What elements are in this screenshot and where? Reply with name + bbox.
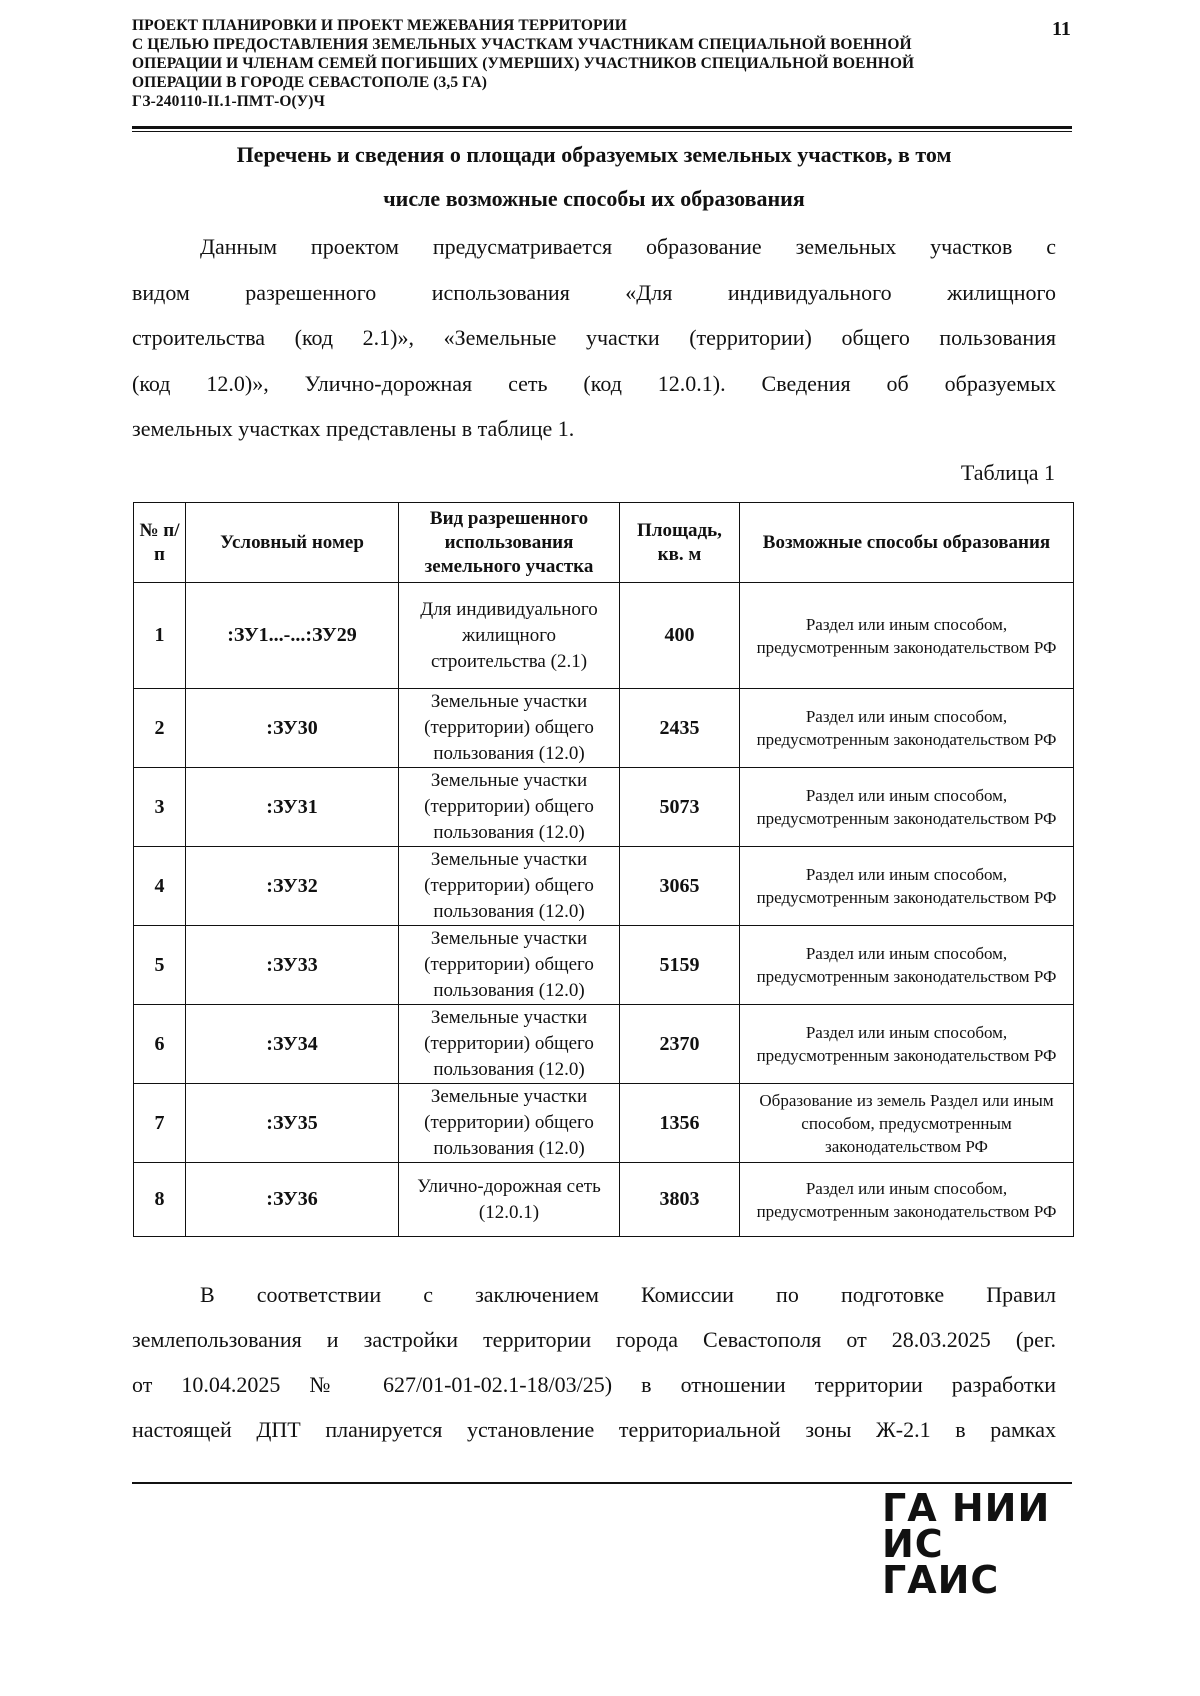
- col-header-area: Площадь, кв. м: [620, 503, 740, 583]
- header-line: ОПЕРАЦИИ В ГОРОДЕ СЕВАСТОПОЛЕ (3,5 ГА): [132, 74, 488, 91]
- row-method: Раздел или иным способом, предусмотренным законодательством РФ: [740, 847, 1074, 926]
- row-number: 7: [134, 1084, 186, 1163]
- table-row: [134, 1163, 1074, 1237]
- row-use: Земельные участки (территории) общего пользования (12.0): [399, 1084, 620, 1163]
- logo-line: ИС ГАИС: [882, 1522, 1000, 1602]
- col-header-cadastral: Условный номер: [186, 503, 399, 583]
- row-use: Земельные участки (территории) общего пользования (12.0): [399, 768, 620, 847]
- col-header-method: Возможные способы образования: [740, 503, 1074, 583]
- row-cadastral: :ЗУ31: [186, 768, 399, 847]
- institute-logo: [882, 1486, 1062, 1602]
- row-use: Земельные участки (территории) общего пользования (12.0): [399, 1005, 620, 1084]
- row-use: Земельные участки (территории) общего пользования (12.0): [399, 847, 620, 926]
- row-number: 2: [134, 689, 186, 768]
- row-area: 3065: [620, 847, 740, 926]
- table-row: [134, 583, 1074, 689]
- col-header-number: № п/п: [134, 503, 186, 583]
- row-cadastral: :ЗУ36: [186, 1163, 399, 1237]
- section-title: числе возможные способы их образования: [383, 186, 805, 211]
- row-method: Раздел или иным способом, предусмотренным законодательством РФ: [740, 689, 1074, 768]
- row-area: 2435: [620, 689, 740, 768]
- table-row: [134, 926, 1074, 1005]
- table-row: [134, 847, 1074, 926]
- paragraph-line: земельных участках представлены в таблице 1.: [132, 416, 575, 441]
- row-method: Раздел или иным способом, предусмотренным законодательством РФ: [740, 1163, 1074, 1237]
- row-number: 1: [134, 583, 186, 689]
- document-code: ГЗ-240110-II.1-ПМТ-О(У)Ч: [132, 93, 325, 110]
- row-number: 6: [134, 1005, 186, 1084]
- logo-line: ГА НИИ: [882, 1486, 1051, 1530]
- row-area: 5073: [620, 768, 740, 847]
- paragraph-line: В соответствии с заключением Комиссии по подготовке Правил: [200, 1282, 1056, 1307]
- footer-divider: [132, 1482, 1072, 1484]
- table-caption: Таблица 1: [960, 460, 1055, 485]
- table-row: [134, 1084, 1074, 1163]
- row-cadastral: :ЗУ1...-...:ЗУ29: [186, 583, 399, 689]
- section-title: Перечень и сведения о площади образуемых земельных участков, в том: [236, 142, 952, 167]
- row-number: 5: [134, 926, 186, 1005]
- row-method: Раздел или иным способом, предусмотренным законодательством РФ: [740, 1005, 1074, 1084]
- table-row: [134, 689, 1074, 768]
- row-number: 4: [134, 847, 186, 926]
- row-number: 3: [134, 768, 186, 847]
- row-cadastral: :ЗУ33: [186, 926, 399, 1005]
- land-plots-table: [133, 502, 1074, 1237]
- paragraph-line: от 10.04.2025 № 627/01-01-02.1-18/03/25) в отношении территории разработки: [132, 1372, 1056, 1397]
- paragraph-line: видом разрешенного использования «Для индивидуального жилищного: [132, 280, 1056, 305]
- paragraph-line: настоящей ДПТ планируется установление территориальной зоны Ж-2.1 в рамках: [132, 1417, 1056, 1442]
- row-method: Раздел или иным способом, предусмотренным законодательством РФ: [740, 768, 1074, 847]
- col-header-use: Вид разрешенного использования земельного участка: [399, 503, 620, 583]
- row-area: 400: [620, 583, 740, 689]
- paragraph-line: (код 12.0)», Улично-дорожная сеть (код 12.0.1). Сведения об образуемых: [132, 371, 1056, 396]
- row-cadastral: :ЗУ32: [186, 847, 399, 926]
- table-row: [134, 768, 1074, 847]
- row-cadastral: :ЗУ35: [186, 1084, 399, 1163]
- row-number: 8: [134, 1163, 186, 1237]
- row-cadastral: :ЗУ34: [186, 1005, 399, 1084]
- row-cadastral: :ЗУ30: [186, 689, 399, 768]
- header-line: ПРОЕКТ ПЛАНИРОВКИ И ПРОЕКТ МЕЖЕВАНИЯ ТЕРРИТОРИИ: [132, 17, 627, 34]
- row-use: Земельные участки (территории) общего пользования (12.0): [399, 926, 620, 1005]
- row-method: Образование из земель Раздел или иным способом, предусмотренным законодательством РФ: [740, 1084, 1074, 1163]
- row-use: Улично-дорожная сеть (12.0.1): [399, 1163, 620, 1237]
- row-area: 1356: [620, 1084, 740, 1163]
- paragraph-line: Данным проектом предусматривается образование земельных участков с: [200, 234, 1056, 259]
- row-method: Раздел или иным способом, предусмотренным законодательством РФ: [740, 926, 1074, 1005]
- row-area: 5159: [620, 926, 740, 1005]
- header-divider-thin: [132, 131, 1072, 132]
- row-use: Земельные участки (территории) общего пользования (12.0): [399, 689, 620, 768]
- table-row: [134, 1005, 1074, 1084]
- document-header: [132, 16, 1012, 111]
- paragraph-line: землепользования и застройки территории города Севастополя от 28.03.2025 (рег.: [132, 1327, 1056, 1352]
- row-use: Для индивидуального жилищного строительства (2.1): [399, 583, 620, 689]
- header-line: С ЦЕЛЬЮ ПРЕДОСТАВЛЕНИЯ ЗЕМЕЛЬНЫХ УЧАСТКАМ УЧАСТНИКАМ СПЕЦИАЛЬНОЙ ВОЕННОЙ: [132, 36, 912, 53]
- header-line: ОПЕРАЦИИ И ЧЛЕНАМ СЕМЕЙ ПОГИБШИХ (УМЕРШИХ) УЧАСТНИКОВ СПЕЦИАЛЬНОЙ ВОЕННОЙ: [132, 55, 915, 72]
- row-method: Раздел или иным способом, предусмотренным законодательством РФ: [740, 583, 1074, 689]
- paragraph-line: строительства (код 2.1)», «Земельные участки (территории) общего пользования: [132, 325, 1056, 350]
- table-header-row: [134, 503, 1074, 583]
- header-divider: [132, 126, 1072, 129]
- row-area: 2370: [620, 1005, 740, 1084]
- row-area: 3803: [620, 1163, 740, 1237]
- page-number: 11: [1052, 18, 1071, 40]
